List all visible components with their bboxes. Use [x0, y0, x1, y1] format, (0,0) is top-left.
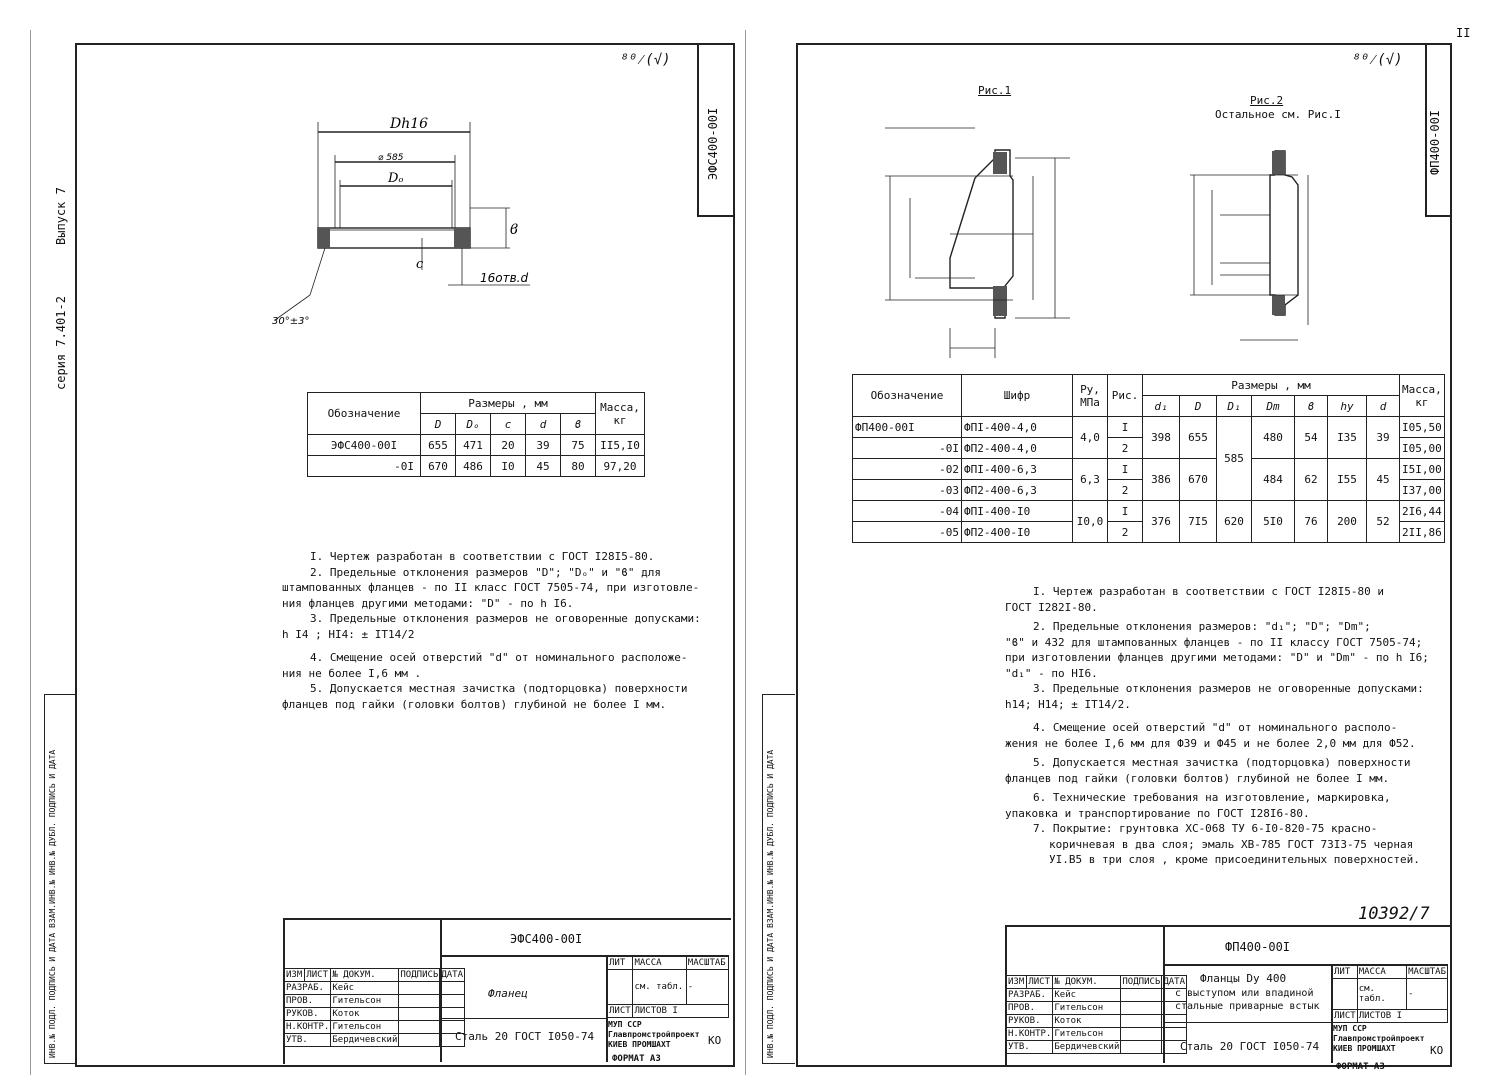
left-note-line: фланцев под гайки (головки болтов) глубиной не более I мм.: [282, 697, 667, 711]
dim-chamfer: 30°±3°: [272, 316, 310, 327]
left-stamp-signatures: ИЗМ ЛИСТ № ДОКУМ. ПОДПИСЬ ДАТА РАЗРАБ. Кейс ПРОВ. Гительсон РУКОВ. Коток Н.КОНТР. Гительсон УТВ. Бердичевский: [286, 970, 464, 1045]
left-note-line: 4. Смещение осей отверстий "d" от номинального расположе-: [310, 651, 688, 664]
left-tb-orgcode: КО: [708, 1034, 722, 1047]
left-flange-drawing: [270, 110, 540, 330]
right-tb-format: ФОРМАТ А3: [1336, 1062, 1385, 1072]
right-fig2-sub: Остальное см. Рис.I: [1215, 108, 1341, 121]
lt-h-sizes: Размеры , мм: [421, 393, 596, 414]
table-row: -02 ФПI-400-6,3 6,3 I 386 670 484 62 I55 45 I5I,00: [853, 459, 1445, 480]
left-note-line: 5. Допускается местная зачистка (подторцовка) поверхности: [310, 682, 688, 695]
left-note-line: ния фланцев другими методами: "D" - по h I6.: [282, 596, 574, 610]
dim-Do: Dₒ: [388, 171, 404, 186]
right-sheet-outer-line: [745, 30, 747, 1075]
right-fig2-title: Рис.2: [1250, 94, 1284, 107]
left-roughness: ⁸⁰⁄(√): [620, 52, 671, 68]
right-stamp-lit: ЛИТ МАССА МАСШТАБ см. табл. - ЛИСТ ЛИСТОВ I: [1334, 967, 1446, 1021]
lt-col: d: [526, 414, 561, 435]
right-fig1-drawing: [855, 118, 1085, 368]
right-archive-no: 10392/7: [1358, 904, 1430, 924]
right-size-table: Обозначение Шифр Pу, МПа Рис. Размеры , мм Масса, кг d₁ D D₁ Dm ϐ hy d ФП400-00I ФПI-400-4,0 4,0 I 398 655 585 480 54 I35 39 I05,50 -0I ФП2-400-4,0 2 I05,00 -02 ФПI-400-6,3 6,3 I 386 670 484 62 I55 45 I5I,00 -03 ФП2-400-6,3 2 I37,00 -04 ФПI-400-I0 I0,0 I 376 7I5 620 5I0 76 200 52 2I6,44 -05 ФП2-400-I0 2 2II,86: [852, 374, 1445, 543]
left-designation-text: ЭФС400-00I: [706, 107, 720, 180]
left-side-strip-text: ИНВ.№ ПОДЛ. ПОДПИСЬ И ДАТА ВЗАМ.ИНВ.№ ИНВ.№ ДУБЛ. ПОДПИСЬ И ДАТА: [48, 749, 57, 1058]
left-sheet-outer-line: [30, 30, 32, 1075]
table-row: -0I ФП2-400-4,0 2 I05,00: [853, 438, 1445, 459]
lt-h-des: Обозначение: [308, 393, 421, 435]
left-note-line: ния не более I,6 мм .: [282, 666, 422, 680]
left-tb-org: МУП ССР Главпромстройпроект КИЕВ ПРОМШАХТ: [608, 1020, 700, 1049]
lt-col: c: [491, 414, 526, 435]
table-row: -04 ФПI-400-I0 I0,0 I 376 7I5 620 5I0 76 200 52 2I6,44: [853, 501, 1445, 522]
left-tb-code: ЭФС400-00I: [510, 932, 583, 946]
right-tb-name1: Фланцы Dу 400: [1200, 972, 1287, 985]
right-side-strip-text: ИНВ.№ ПОДЛ. ПОДПИСЬ И ДАТА ВЗАМ.ИНВ.№ ИНВ.№ ДУБЛ. ПОДПИСЬ И ДАТА: [766, 749, 775, 1058]
left-tb-material: Сталь 20 ГОСТ I050-74: [455, 1030, 595, 1043]
table-row: -03 ФП2-400-6,3 2 I37,00: [853, 480, 1445, 501]
right-tb-name2: с выступом или впадиной: [1175, 988, 1314, 999]
left-size-table: [307, 392, 645, 477]
lt-col: Dₒ: [456, 414, 491, 435]
left-note-line: 2. Предельные отклонения размеров "D"; "Dₒ" и "ϐ" для: [310, 565, 661, 579]
table-row: -05 ФП2-400-I0 2 2II,86: [853, 522, 1445, 543]
right-roughness: ⁸⁰⁄(√): [1352, 52, 1403, 68]
right-sheet-no: II: [1456, 26, 1471, 40]
dim-b: ϐ: [510, 222, 519, 238]
right-fig2-drawing: [1180, 145, 1330, 355]
dim-Dh16: Dh16: [390, 116, 429, 132]
left-stamp-lit: ЛИТ МАССА МАСШТАБ см. табл. - ЛИСТ ЛИСТОВ I: [607, 956, 729, 1018]
right-stamp-signatures: ИЗМ ЛИСТ № ДОКУМ. ПОДПИСЬ ДАТА РАЗРАБ. Кейс ПРОВ. Гительсон РУКОВ. Коток Н.КОНТР. Гительсон УТВ. Бердичевский: [1008, 977, 1186, 1052]
lt-col: D: [421, 414, 456, 435]
right-tb-hline: [1163, 1022, 1331, 1023]
left-note-line: 3. Предельные отклонения размеров не оговоренные допусками:: [310, 612, 701, 625]
right-tb-name3: стальные приварные встык: [1175, 1001, 1320, 1012]
right-fig1-title: Рис.1: [978, 84, 1012, 97]
right-tb-code: ФП400-00I: [1225, 940, 1291, 954]
left-tb-name: Фланец: [488, 987, 528, 1000]
table-row: -0I 670 486 I0 45 80 97,20: [308, 456, 645, 477]
left-notes: [282, 549, 701, 712]
lt-col: ϐ: [561, 414, 596, 435]
dim-c: c: [416, 257, 424, 272]
table-row: ЭФС400-00I 655 471 20 39 75 II5,I0: [308, 435, 645, 456]
left-issue-label: Выпуск 7: [54, 187, 68, 245]
left-series-label: серия 7.401-2: [54, 296, 68, 390]
right-tb-orgcode: КО: [1430, 1044, 1444, 1057]
dim-585: ⌀ 585: [378, 153, 404, 163]
right-designation-text: ФП400-00I: [1428, 109, 1442, 175]
left-tb-format: ФОРМАТ А3: [612, 1054, 661, 1064]
right-notes: I. Чертеж разработан в соответствии с ГОСТ I28I5-80 и ГОСТ I282I-80. 2. Предельные отклонения размеров: "d₁"; "D"; "Dm"; "ϐ" и 432 для штампованных фланцев - по II классу ГОСТ 7505-74; при изготовлении фланцев другими методами: "D" и "Dm" - по h I6; "d₁" - по HI6. 3. Предельные отклонения размеров не оговоренные допусками: h14; H14; ± IT14/2. 4. Смещение осей отверстий "d" от номинального располо- жения не более I,6 мм для Ф39 и Ф45 и не более 2,0 мм для Ф52. 5. Допускается местная зачистка (подторцовка) поверхности фланцев под гайки (головки болтов) глубиной не более I мм. 6. Технические требования на изготовление, маркировка, упаковка и транспортирование по ГОСТ I28I6-80. 7. Покрытие: грунтовка ХС-068 ТУ 6-I0-820-75 красно- коричневая в два слоя; эмаль ХВ-785 ГОСТ 73I3-75 черная УI.В5 в три слоя , кроме присоединительных поверхностей.: [1005, 585, 1429, 866]
left-note-line: штампованных фланцев - по II класс ГОСТ 7505-74, при изготовле-: [282, 581, 700, 594]
left-note-line: I. Чертеж разработан в соответствии с ГОСТ I28I5-80.: [310, 550, 655, 563]
right-tb-material: Сталь 20 ГОСТ I050-74: [1180, 1040, 1320, 1053]
right-tb-org: МУП ССР Главпромстройпроект КИЕВ ПРОМШАХТ: [1333, 1024, 1425, 1053]
left-note-line: h I4 ; HI4: ± IT14/2: [282, 627, 415, 641]
table-row: ФП400-00I ФПI-400-4,0 4,0 I 398 655 585 480 54 I35 39 I05,50: [853, 417, 1445, 438]
dim-holes: 16отв.d: [480, 271, 529, 285]
lt-h-mass: Масса, кг: [596, 393, 645, 435]
